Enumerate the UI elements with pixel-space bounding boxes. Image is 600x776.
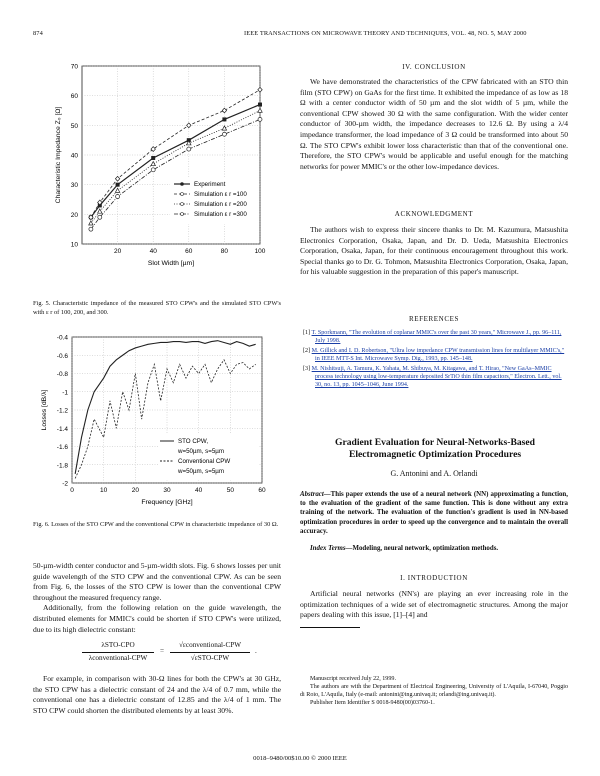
data-point bbox=[187, 147, 191, 151]
data-point bbox=[222, 126, 226, 130]
x-tick-label: 0 bbox=[70, 487, 74, 494]
data-point bbox=[89, 227, 93, 231]
y-tick-label: -1.2 bbox=[56, 407, 68, 415]
paragraph-losses: 50-µm-width center conductor and 5-µm-width slots. Fig. 6 shows losses per unit guide wavelength of the STO CPW and the conventional CPW. As can be seen from Fig. 6, the losses of the STO CPW is lower than the conventional CPW throughout the measured frequency range. bbox=[33, 561, 281, 602]
legend-marker bbox=[181, 203, 184, 206]
abstract: Abstract—This paper extends the use of a neural network (NN) approximating a function, to the evaluation of the gradient of the same function. This is done without any extra training of the network. The evaluation of the function's gradient is used in NN-based optimization procedures in order to speed up the convergence and to maintain the overall accuracy. bbox=[300, 491, 568, 535]
conclusion-text: We have demonstrated the characteristics of the CPW fabricated with an STO thin film (STO CPW) on GaAs for the first time. It exhibited the impedance of as low as 18 Ω with a center conductor width of 50 µm and the slot width of 5 µm, while the conventional CPW showed 30 Ω with the same configuration. With the wider center conductor of 300-µm width, the impedance decreases to 12.6 Ω. By using a λ/4 impedance transformer, the load impedance of 3 Ω could be transformed into about 50 Ω. The STO CPW's exhibit lower loss characteristic than that of the conventional one. Therefore, the STO CPW's would be applicable and useful enough for the matching networks for power MMIC's or the other low-impedance devices. bbox=[300, 77, 568, 171]
x-tick-label: 60 bbox=[258, 487, 266, 494]
data-point bbox=[98, 215, 102, 219]
y-tick-label: -1 bbox=[62, 389, 68, 397]
fig5-caption: Fig. 5. Characteristic impedance of the measured STO CPW's and the simulated STO CPW's with ε r of 100, 200, and 300. bbox=[33, 300, 281, 316]
legend-entry: w=50µm, s=5µm bbox=[178, 468, 224, 475]
formula-lhs-numerator: λSTO-CPO bbox=[101, 641, 135, 649]
data-point bbox=[258, 117, 262, 121]
reference-item[interactable]: [3] M. Nishitsuji, A. Tamura, K. Yahata, M. Shibuya, M. Kitagawa, and T. Hirao, "New GaAs–MMIC process technology using low-temperature deposited SrTiO thin film capacitors," Electron. Lett., vol. 30, no. 13, pp. 1045–1046, June 1994. bbox=[303, 366, 562, 388]
legend-marker bbox=[181, 213, 184, 216]
x-axis-label: Frequency [GHz] bbox=[141, 499, 193, 506]
reference-item[interactable]: [2] M. Gillick and I. D. Robertson, "Ultra low impedance CPW transmission lines for multilayer MMIC's," in IEEE MTT-S Int. Microwave Symp. Dig., 1993, pp. 145–148. bbox=[303, 348, 565, 362]
journal-header: IEEE TRANSACTIONS ON MICROWAVE THEORY AND TECHNIQUES, VOL. 48, NO. 5, MAY 2000 bbox=[244, 30, 527, 37]
fig6-caption: Fig. 6. Losses of the STO CPW and the conventional CPW in characteristic impedance of 30 Ω. bbox=[33, 521, 279, 528]
introduction-heading: I. INTRODUCTION bbox=[400, 574, 468, 582]
reference-item[interactable]: [1] T. Sporkmann, "The evolution of coplanar MMIC's over the past 30 years," Microwave J., pp. 96–111, July 1998. bbox=[303, 330, 562, 344]
x-tick-label: 20 bbox=[131, 487, 139, 494]
left-body-text bbox=[33, 561, 281, 635]
data-point bbox=[258, 87, 262, 92]
y-tick-label: 50 bbox=[70, 122, 78, 130]
data-point bbox=[258, 103, 262, 107]
paragraph-wavelength: Additionally, from the following relation on the guide wavelength, the distributed elements for MMIC's could be shorten if STO CPW's were utilized, due to its high dielectric constant: bbox=[33, 603, 281, 634]
x-axis-label: Slot Width [µm] bbox=[147, 260, 195, 267]
paper-authors: G. Antonini and A. Orlandi bbox=[390, 469, 478, 478]
references-list bbox=[303, 329, 568, 391]
formula-period: . bbox=[255, 647, 257, 655]
y-tick-label: 20 bbox=[70, 211, 78, 219]
formula-rhs-numerator: √εconventional-CPW bbox=[178, 641, 242, 649]
acknowledgment-heading: ACKNOWLEDGMENT bbox=[394, 210, 474, 218]
data-point bbox=[187, 123, 191, 128]
y-tick-label: -0.6 bbox=[56, 352, 68, 360]
introduction-text: Artificial neural networks (NN's) are playing an ever increasing role in the optimization techniques of a wide set of electromagnetic structures. Among the major papers dealing with this issue, [1]–[4] and bbox=[300, 589, 568, 620]
data-point bbox=[151, 162, 155, 166]
fig5-chart bbox=[30, 58, 280, 290]
data-point bbox=[222, 117, 226, 121]
y-tick-label: -1.8 bbox=[56, 462, 68, 470]
paper-title: Gradient Evaluation for Neural-Networks-Based Electromagnetic Optimization Procedures bbox=[335, 437, 535, 460]
x-tick-label: 80 bbox=[220, 248, 229, 255]
x-tick-label: 40 bbox=[195, 487, 203, 494]
data-point bbox=[115, 176, 119, 181]
legend-entry: Simulation ε r =100 bbox=[194, 191, 247, 198]
x-tick-label: 100 bbox=[254, 248, 266, 255]
x-tick-label: 20 bbox=[113, 248, 122, 255]
conclusion-heading: IV. CONCLUSION bbox=[402, 63, 466, 71]
x-tick-label: 30 bbox=[163, 487, 171, 494]
legend-entry: Conventional CPW bbox=[178, 458, 231, 465]
data-point bbox=[151, 156, 155, 160]
y-axis-label: Losses [dB/λ] bbox=[41, 389, 48, 431]
footnotes: Manuscript received July 22, 1999. The authors are with the Department of Electrical Engineering, University of L'Aquila, I-67040, Poggio di Roio, L'Aquila, Italy (e-mail: antonini@ing.univaq.it; orlandi@ing.univaq.it). Publisher Item Identifier S 0018-9480(00)03760-1. bbox=[300, 676, 568, 706]
footnote-divider bbox=[300, 627, 360, 628]
data-point bbox=[115, 188, 119, 192]
y-tick-label: -0.4 bbox=[56, 334, 68, 342]
paragraph-example: For example, in comparison with 30-Ω lines for both the CPW's at 30 GHz, the STO CPW has a dielectric constant of 24 and the λ/4 of 0.7 mm, while the conventional one has a dielectric constant of 12.85 and the λ/4 of 1 mm. The STO CPW could shorten the distributed elements by at least 30%. bbox=[33, 674, 281, 715]
page-footer: 0018–9480/00$10.00 © 2000 IEEE bbox=[253, 755, 347, 762]
data-point bbox=[222, 132, 226, 136]
equation-wavelength-ratio: λSTO-CPO λconventional-CPW = √εconventional-CPW √εSTO-CPW . bbox=[60, 641, 275, 669]
legend-entry: STO CPW, bbox=[178, 438, 209, 445]
page-number: 874 bbox=[33, 30, 43, 37]
data-point bbox=[98, 209, 102, 213]
formula-lhs-denominator: λconventional-CPW bbox=[88, 654, 148, 662]
y-tick-label: -2 bbox=[62, 480, 68, 488]
y-tick-label: 30 bbox=[70, 182, 78, 190]
legend-entry: Simulation ε r =200 bbox=[194, 201, 247, 208]
y-tick-label: 40 bbox=[70, 152, 78, 160]
acknowledgment-text: The authors wish to express their sincere thanks to Dr. M. Kazumura, Matsushita Electronics Corporation, Osaka, Japan, and Dr. D. Ueda, Matsushita Electronics Corporation, Osaka, Japan, for their continuous encouragement throughout this work. Special thanks go to Dr. G. Tohmon, Matsushita Electronics Corporation, Osaka, Japan, for his valuable suggestion in the preparation of this paper's manuscript. bbox=[300, 225, 568, 277]
data-point bbox=[89, 221, 93, 225]
index-terms: Index Terms—Modeling, neural network, optimization methods. bbox=[310, 545, 499, 552]
x-tick-label: 50 bbox=[226, 487, 234, 494]
references-heading: REFERENCES bbox=[409, 315, 459, 323]
legend-marker bbox=[181, 193, 184, 196]
index-terms-label: Index Terms— bbox=[310, 545, 353, 552]
y-tick-label: 10 bbox=[70, 241, 78, 249]
data-point bbox=[258, 108, 262, 112]
data-point bbox=[151, 168, 155, 172]
x-tick-label: 60 bbox=[185, 248, 193, 255]
y-tick-label: 70 bbox=[70, 63, 78, 71]
legend-marker bbox=[181, 183, 184, 186]
data-point bbox=[222, 108, 226, 113]
y-tick-label: -0.8 bbox=[56, 371, 68, 378]
data-point bbox=[116, 183, 120, 187]
data-point bbox=[116, 195, 120, 199]
y-tick-label: -1.6 bbox=[56, 444, 68, 451]
y-tick-label: 60 bbox=[70, 93, 78, 101]
legend-entry: Simulation ε r =300 bbox=[194, 211, 247, 218]
x-tick-label: 10 bbox=[100, 487, 108, 494]
abstract-label: Abstract— bbox=[300, 491, 331, 498]
y-tick-label: -1.4 bbox=[56, 425, 68, 433]
legend-entry: Experiment bbox=[194, 181, 226, 188]
legend-entry: w=50µm, s=5µm bbox=[178, 448, 224, 455]
formula-rhs-denominator: √εSTO-CPW bbox=[190, 654, 230, 662]
fig6-chart bbox=[30, 333, 280, 513]
x-tick-label: 40 bbox=[149, 248, 157, 255]
y-axis-label: Characteristic Impedance Z₀ [Ω] bbox=[55, 106, 62, 204]
